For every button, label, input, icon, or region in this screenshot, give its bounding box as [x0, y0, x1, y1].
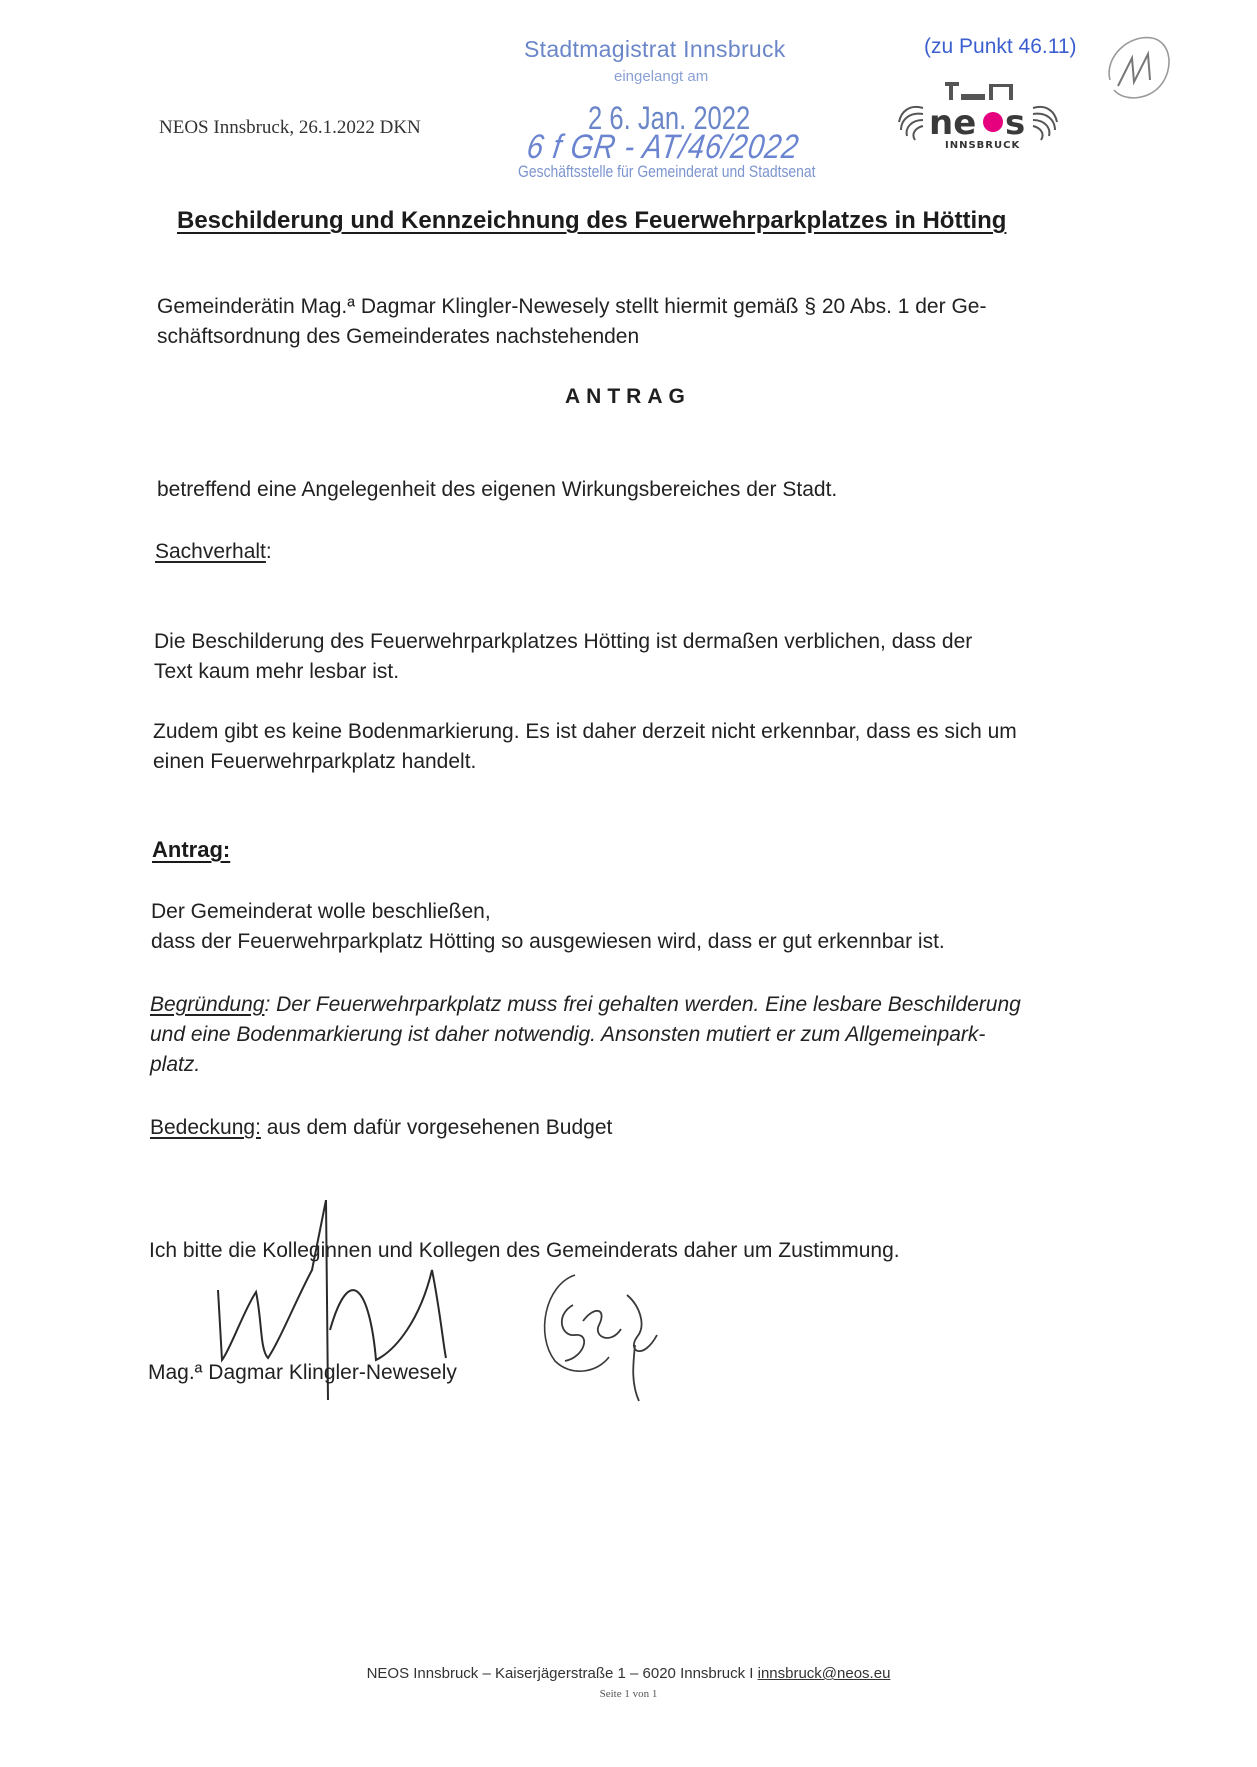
funding-line [150, 1113, 612, 1143]
facts-p1-line-2: Text kaum mehr lesbar ist. [154, 660, 400, 683]
intro-line-2: schäftsordnung des Gemeinderates nachstehenden [157, 325, 640, 348]
document-title: Beschilderung und Kennzeichnung des Feuerwehrparkplatzes in Hötting [177, 207, 1007, 234]
facts-p2-line-1: Zudem gibt es keine Bodenmarkierung. Es ist daher derzeit nicht erkennbar, dass es sich um [153, 720, 1017, 743]
facts-heading [155, 537, 272, 567]
facts-paragraph-2 [153, 717, 1113, 777]
stamp-authority: Stadtmagistrat Innsbruck [524, 36, 786, 62]
footer-address-text: NEOS Innsbruck – Kaiserjägerstraße 1 – 6020 Innsbruck I [366, 1665, 758, 1682]
reason-line-2: und eine Bodenmarkierung ist daher notwendig. Ansonsten mutiert er zum Allgemeinpark- [150, 1023, 986, 1046]
facts-colon: : [265, 540, 272, 563]
funding-label: Bedeckung: [150, 1116, 261, 1139]
footer-address [0, 1665, 1257, 1682]
handwritten-initial-mark [1100, 28, 1176, 108]
facts-paragraph-1 [154, 627, 1114, 687]
reason-label: Begründung [150, 993, 265, 1016]
antrag-heading: ANTRAG [565, 385, 691, 408]
handwritten-initials [535, 1265, 670, 1405]
intro-line-1: Gemeinderätin Mag.ª Dagmar Klingler-Newesely stellt hiermit gemäß § 20 Abs. 1 der Ge- [157, 295, 987, 318]
reason-paragraph [150, 990, 1090, 1080]
neos-logo [893, 78, 1063, 160]
sender-line: NEOS Innsbruck, 26.1.2022 DKN [159, 117, 421, 138]
facts-p2-line-2: einen Feuerwehrparkplatz handelt. [153, 750, 477, 773]
motion-line-2: dass der Feuerwehrparkplatz Hötting so ausgewiesen wird, dass er gut erkennbar ist. [151, 930, 945, 953]
stamp-received-label: eingelangt am [614, 68, 709, 85]
motion-line-1: Der Gemeinderat wolle beschließen, [151, 900, 491, 923]
closing-line: Ich bitte die Kolleginnen und Kollegen des Gemeinderats daher um Zustimmung. [149, 1239, 900, 1262]
facts-p1-line-1: Die Beschilderung des Feuerwehrparkplatzes Hötting ist dermaßen verblichen, dass der [154, 630, 973, 653]
stamp-office: Geschäftsstelle für Gemeinderat und Stadtsenat [518, 162, 816, 181]
facts-label: Sachverhalt [155, 540, 266, 563]
signatory-name: Mag.ª Dagmar Klingler-Newesely [148, 1361, 457, 1384]
funding-text: aus dem dafür vorgesehenen Budget [260, 1116, 613, 1139]
motion-paragraph [151, 897, 1111, 957]
stamp-reference-number: 6 f GR - AT/46/2022 [524, 128, 802, 166]
intro-paragraph [157, 292, 1097, 352]
svg-text:s: s [1005, 103, 1026, 143]
logo-subtitle: INNSBRUCK [945, 140, 1021, 151]
motion-heading: Antrag: [152, 837, 231, 862]
page-number: Seite 1 von 1 [599, 1688, 658, 1700]
stamp-date: 2 6. Jan. 2022 [588, 100, 751, 136]
footer-email-link[interactable]: innsbruck@neos.eu [757, 1665, 891, 1682]
concerning-line: betreffend eine Angelegenheit des eigenen Wirkungsbereiches der Stadt. [157, 478, 838, 501]
reference-note: (zu Punkt 46.11) [924, 35, 1077, 58]
reason-line-1: : Der Feuerwehrparkplatz muss frei gehalten werden. Eine lesbare Beschilderung [264, 993, 1021, 1016]
reason-line-3: platz. [150, 1053, 201, 1076]
svg-text:ne: ne [929, 103, 977, 143]
